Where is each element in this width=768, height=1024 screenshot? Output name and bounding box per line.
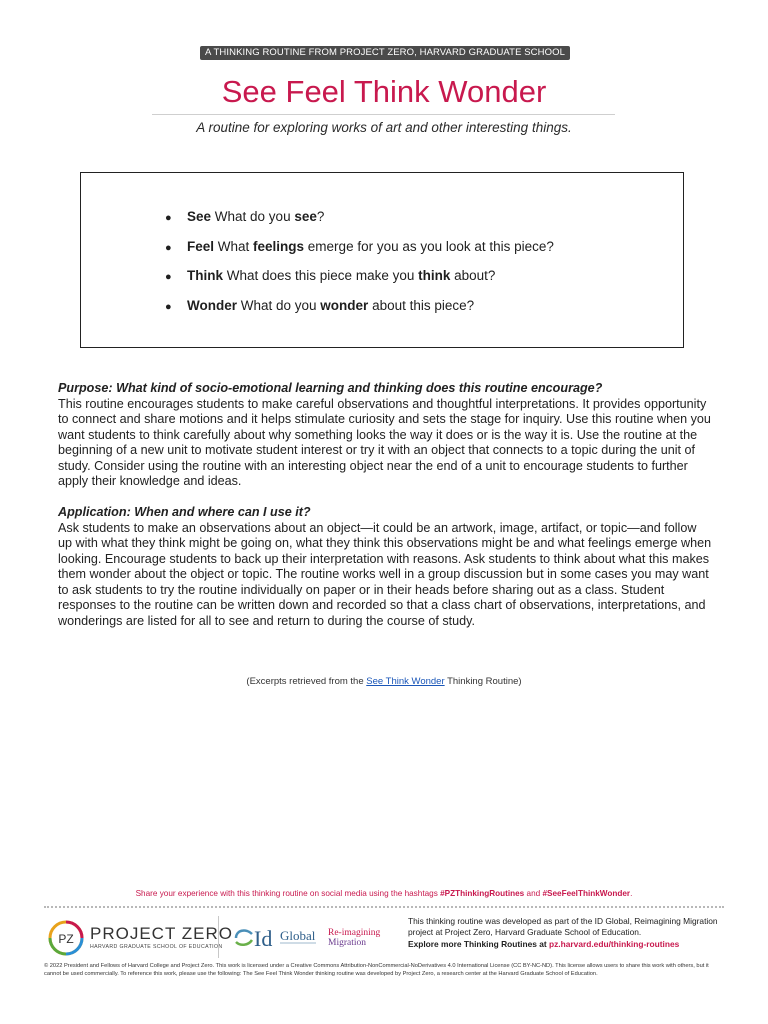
excerpt-text: (Excerpts retrieved from the — [246, 676, 367, 687]
question-keyword: feelings — [253, 238, 305, 254]
explore-text: Explore more Thinking Routines at — [408, 939, 549, 949]
questions-list — [165, 203, 554, 321]
question-see — [165, 203, 554, 233]
question-text: about this piece? — [368, 297, 475, 313]
question-keyword: think — [418, 268, 451, 283]
hashtag-pz-thinking-routines: #PZThinkingRoutines — [440, 889, 525, 898]
footer-vertical-divider — [218, 916, 219, 958]
application-body: Ask students to make an observations about an object—it could be an artwork, image, artifact, or topic—and follow up with what they think might be going on, what they think this observations might be and what feelings emerge when looking. Encourage students to back up their interpretation with reasons. Ask students to think about what this makes them wonder about the object or topic. The routine works well in a group discussion but in some cases you may want to ask students to try the routine individually on paper or in their heads before sharing out as a class. Student responses to the routine can be written down and recorded so that a class chart of observations, interpretations, and wonderings are listed for all to see and return to during the course of study. — [58, 520, 712, 628]
project-zero-name: PROJECT ZERO — [90, 924, 233, 943]
id-global-logo-icon — [232, 924, 320, 950]
credit-block — [408, 916, 728, 950]
purpose-heading: Purpose: What kind of socio-emotional learning and thinking does this routine encourage? — [58, 381, 603, 395]
question-text: emerge for you as you look at this piece? — [304, 238, 554, 254]
question-keyword: see — [294, 209, 317, 224]
question-text: What — [214, 238, 254, 254]
question-keyword: wonder — [320, 297, 369, 313]
header-banner: A THINKING ROUTINE FROM PROJECT ZERO, HARVARD GRADUATE SCHOOL OF EDUCATION — [200, 46, 570, 60]
project-zero-logo-icon — [48, 920, 84, 956]
question-text: What do you — [237, 297, 321, 313]
question-term: Think — [187, 268, 223, 283]
question-text: about? — [450, 268, 496, 283]
migration-text: Migration — [328, 938, 366, 948]
idg-id-text: Id — [254, 926, 273, 950]
pz-logo-text: PZ — [58, 932, 74, 946]
questions-box — [80, 172, 684, 348]
question-term: Feel — [187, 238, 215, 254]
reimagining-migration-logo — [328, 928, 380, 948]
explore-line — [408, 939, 728, 950]
credit-text: This thinking routine was developed as part of the ID Global, Reimagining Migration project at Project Zero, Harvard Graduate School of Education. — [408, 916, 718, 937]
question-wonder — [165, 292, 554, 322]
footer-divider — [44, 906, 724, 908]
question-text: What does this piece make you — [223, 268, 419, 283]
hashtag-see-feel-think-wonder: #SeeFeelThinkWonder — [542, 889, 631, 898]
share-text: Share your experience with this thinking routine on social media using the hashtags — [135, 889, 441, 898]
question-text: ? — [316, 209, 325, 224]
excerpt-text: Thinking Routine) — [444, 676, 522, 687]
bullet-icon: ● — [165, 300, 172, 313]
question-term: See — [187, 209, 212, 224]
share-text: . — [630, 889, 633, 898]
see-think-wonder-link[interactable]: See Think Wonder — [366, 676, 445, 687]
copyright-notice: © 2022 President and Fellows of Harvard College and Project Zero. This work is licensed under a Creative Commons Attribution-NonCommercial-NoDerivatives 4.0 International License (CC BY-NC-ND). This license allows users to share this work with others, but it cannot be used commercially. To reference this work, please use the following: The See Feel Think Wonder thinking routine was developed by Project Zero, a research center at the Harvard Graduate School of Education. — [44, 963, 709, 977]
page-subtitle: A routine for exploring works of art and other interesting things. — [196, 120, 572, 135]
reimagining-text: Re-imagining — [328, 928, 381, 938]
application-heading: Application: When and where can I use it? — [58, 505, 311, 519]
share-line — [0, 889, 768, 898]
question-feel — [165, 233, 554, 263]
purpose-body: This routine encourages students to make careful observations and thoughtful interpretations. It provides opportunity to connect and share motions and it helps stimulate curiosity and sets the stage for inquiry. Use this routine when you want students to think carefully about why something looks the way it does or is the way it is. Use the routine at the beginning of a new unit to motivate student interest or try it with an object that connects to a topic during the unit of study. Consider using the routine with an interesting object near the end of a unit to encourage students to further apply their knowledge and ideas. — [58, 396, 711, 488]
idg-global-text: Global — [280, 928, 316, 943]
purpose-section — [58, 381, 712, 490]
page-title: See Feel Think Wonder — [221, 74, 547, 109]
project-zero-subtitle: HARVARD GRADUATE SCHOOL OF EDUCATION — [90, 944, 223, 950]
bullet-icon: ● — [165, 212, 172, 224]
application-section — [58, 505, 712, 629]
question-text: What do you — [211, 209, 295, 224]
share-text: and — [524, 889, 543, 898]
excerpt-note — [0, 676, 768, 687]
title-divider — [152, 114, 615, 115]
question-term: Wonder — [187, 297, 237, 313]
question-think — [165, 262, 554, 292]
bullet-icon: ● — [165, 241, 172, 254]
explore-link[interactable]: pz.harvard.edu/thinking-routines — [549, 939, 680, 949]
bullet-icon: ● — [165, 271, 172, 283]
